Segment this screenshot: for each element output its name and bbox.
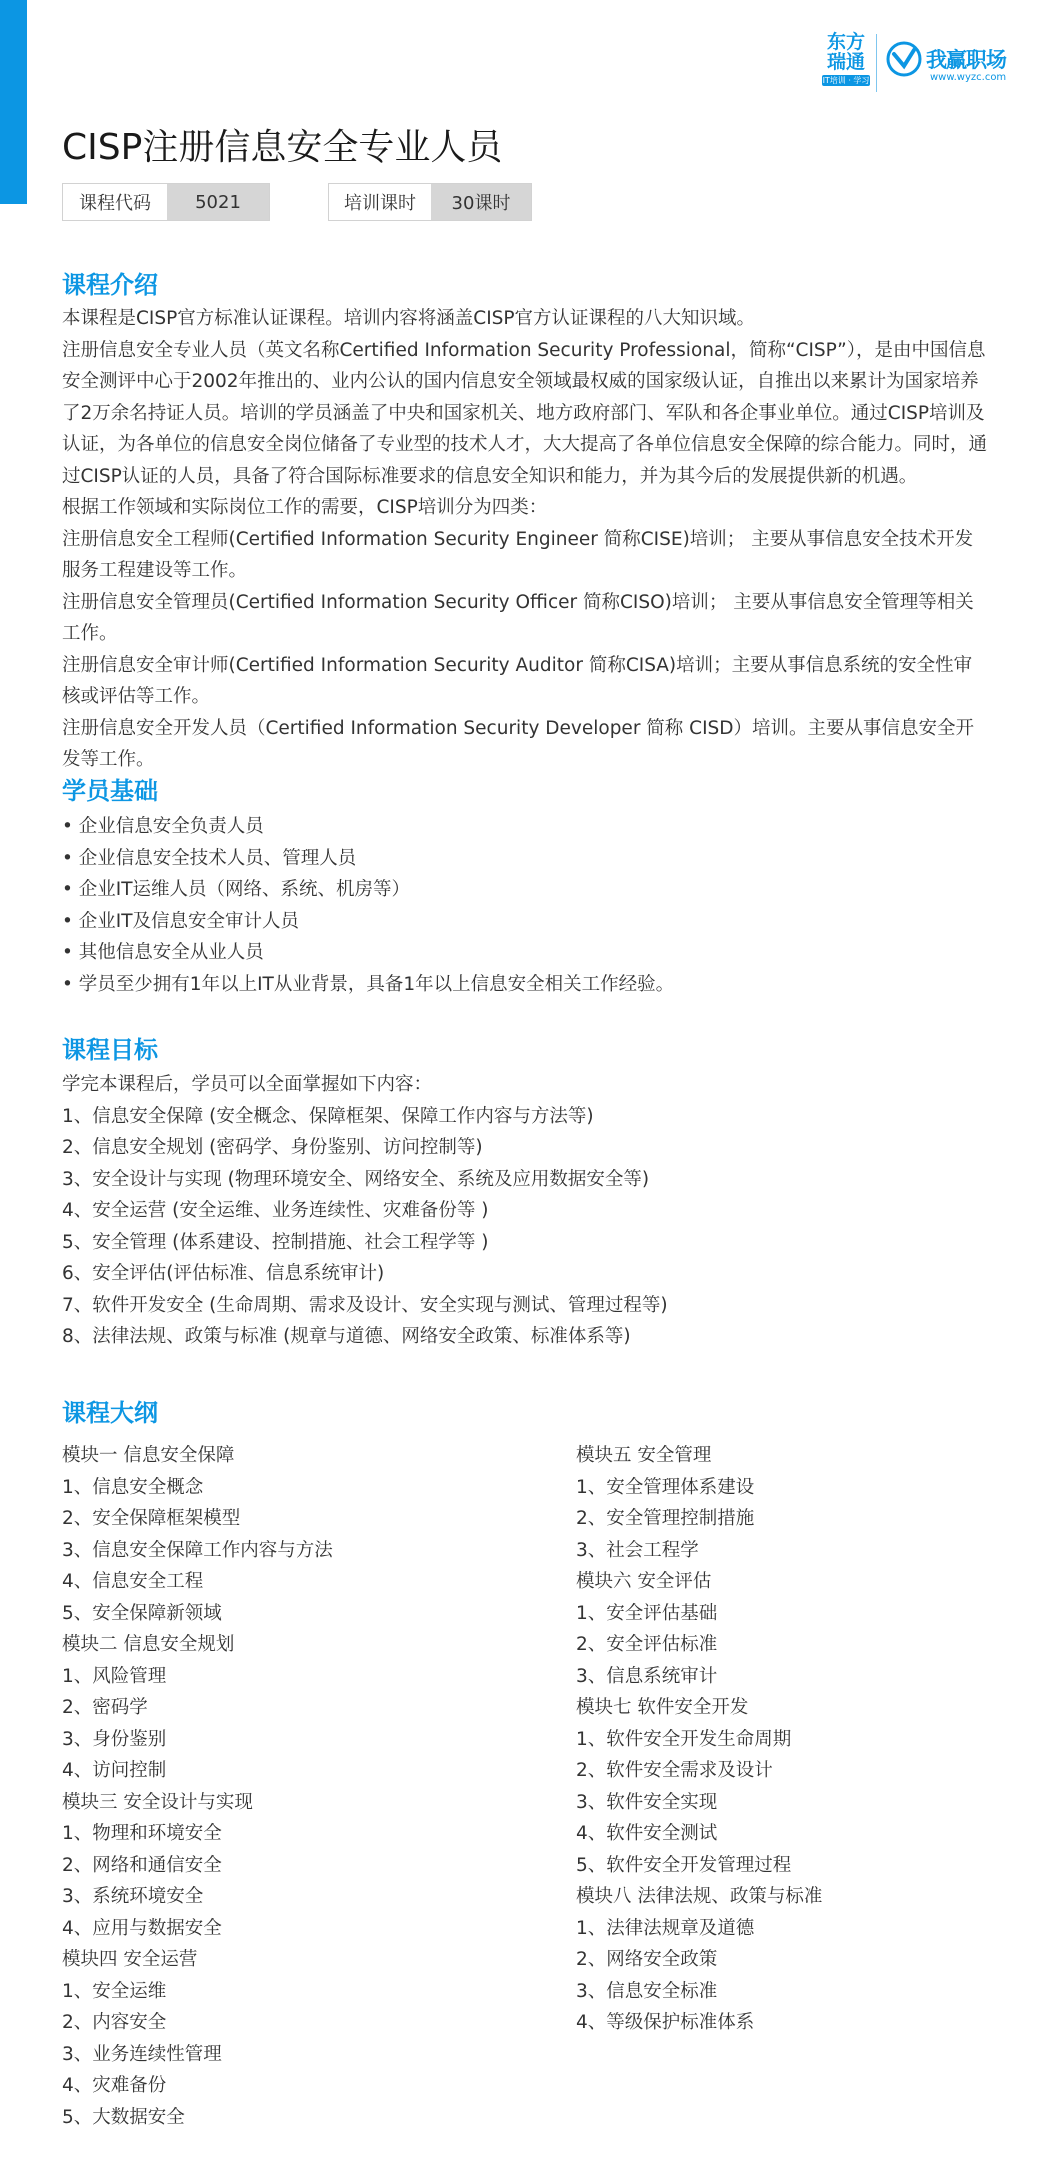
logo-divider: [876, 34, 877, 92]
list-item: • 企业信息安全技术人员、管理人员: [62, 847, 357, 869]
outline-item: 模块五 安全管理: [576, 1445, 712, 1466]
outline-item: 模块三 安全设计与实现: [62, 1791, 253, 1813]
dfrt-logo: [822, 32, 870, 96]
intro-heading: 课程介绍: [62, 271, 158, 299]
outline-item: 4、信息安全工程: [62, 1571, 204, 1592]
intro-paragraph: 本课程是CISP官方标准认证课程。培训内容将涵盖CISP官方认证课程的八大知识域。: [62, 308, 756, 329]
outline-item: 2、安全保障框架模型: [62, 1508, 241, 1529]
list-item: • 企业IT运维人员（网络、系统、机房等）: [62, 879, 411, 900]
outline-item: 2、网络安全政策: [576, 1949, 718, 1970]
wyzc-logo-name: 我赢职场: [926, 48, 1006, 72]
list-item: 7、软件开发安全 (生命周期、需求及设计、安全实现与测试、管理过程等): [62, 1294, 668, 1316]
goals-heading: 课程目标: [62, 1036, 158, 1064]
outline-item: 3、软件安全实现: [576, 1791, 718, 1813]
outline-item: 2、安全评估标准: [576, 1634, 718, 1655]
outline-item: 3、系统环境安全: [62, 1886, 204, 1907]
outline-item: 3、业务连续性管理: [62, 2043, 222, 2065]
outline-item: 2、安全管理控制措施: [576, 1508, 755, 1529]
brand-logos: [822, 30, 1022, 102]
list-item: • 其他信息安全从业人员: [62, 942, 264, 963]
outline-item: 5、大数据安全: [62, 2106, 185, 2128]
dfrt-logo-line1: 东方: [826, 31, 865, 53]
intro-paragraph: 注册信息安全审计师(Certified Information Security Auditor 简称CISA)培训；主要从事信息系统的安全性审核或评估等工作。: [62, 654, 973, 707]
outline-item: 4、软件安全测试: [576, 1823, 718, 1844]
outline-item: 3、信息安全标准: [576, 1980, 718, 2002]
intro-body: [62, 303, 988, 776]
outline-item: 2、软件安全需求及设计: [576, 1760, 773, 1781]
list-item: • 学员至少拥有1年以上IT从业背景，具备1年以上信息安全相关工作经验。: [62, 973, 675, 995]
list-item: • 企业信息安全负责人员: [62, 816, 264, 837]
outline-item: 1、信息安全概念: [62, 1476, 204, 1498]
list-item: 8、法律法规、政策与标准 (规章与道德、网络安全政策、标准体系等): [62, 1326, 631, 1347]
outline-right-column: [576, 1440, 996, 2039]
outline-item: 模块八 法律法规、政策与标准: [576, 1886, 823, 1907]
dfrt-logo-line2: 瑞通: [826, 51, 865, 73]
course-code-value: 5021: [167, 184, 269, 220]
list-item: • 企业IT及信息安全审计人员: [62, 910, 300, 932]
outline-item: 2、内容安全: [62, 2012, 167, 2033]
course-hours-value: 30课时: [431, 184, 531, 220]
intro-paragraph: 注册信息安全管理员(Certified Information Security Officer 简称CISO)培训； 主要从事信息安全管理等相关工作。: [62, 591, 974, 644]
outline-heading: 课程大纲: [62, 1399, 158, 1427]
outline-item: 1、安全评估基础: [576, 1602, 718, 1624]
list-item: 学完本课程后，学员可以全面掌握如下内容：: [62, 1074, 433, 1095]
course-code-label: 课程代码: [63, 184, 167, 220]
outline-item: 4、等级保护标准体系: [576, 2012, 755, 2033]
outline-item: 1、法律法规章及道德: [576, 1917, 755, 1939]
accent-bar: [0, 0, 27, 204]
outline-item: 1、物理和环境安全: [62, 1823, 222, 1844]
list-item: 5、安全管理 (体系建设、控制措施、社会工程学等 ): [62, 1231, 489, 1253]
wyzc-logo: [886, 40, 1026, 90]
outline-left-column: [62, 1440, 512, 2133]
outline-item: 1、软件安全开发生命周期: [576, 1728, 792, 1750]
list-item: 6、安全评估(评估标准、信息系统审计): [62, 1263, 385, 1284]
outline-item: 模块二 信息安全规划: [62, 1634, 235, 1655]
outline-item: 3、身份鉴别: [62, 1728, 167, 1750]
goals-list: [62, 1069, 982, 1353]
intro-paragraph: 注册信息安全工程师(Certified Information Security Engineer 简称CISE)培训； 主要从事信息安全技术开发服务工程建设等工作。: [62, 528, 974, 581]
wyzc-logo-url: www.wyzc.com: [930, 72, 1007, 83]
page-title: CISP注册信息安全专业人员: [62, 127, 503, 169]
list-item: 4、安全运营 (安全运维、业务连续性、灾难备份等 ): [62, 1200, 489, 1221]
outline-item: 3、信息安全保障工作内容与方法: [62, 1539, 333, 1561]
list-item: 2、信息安全规划 (密码学、身份鉴别、访问控制等): [62, 1137, 483, 1158]
outline-item: 1、安全管理体系建设: [576, 1476, 755, 1498]
dfrt-logo-sub: IT培训 · 学习: [822, 76, 870, 85]
course-hours-label: 培训课时: [329, 184, 431, 220]
intro-paragraph: 根据工作领域和实际岗位工作的需要，CISP培训分为四类：: [62, 497, 548, 518]
outline-item: 5、软件安全开发管理过程: [576, 1854, 792, 1876]
course-hours-box: [328, 183, 532, 221]
outline-item: 2、密码学: [62, 1697, 148, 1718]
list-item: 3、安全设计与实现 (物理环境安全、网络安全、系统及应用数据安全等): [62, 1168, 650, 1190]
outline-item: 1、安全运维: [62, 1980, 167, 2002]
outline-item: 模块四 安全运营: [62, 1949, 198, 1970]
outline-item: 1、风险管理: [62, 1665, 167, 1687]
outline-item: 3、社会工程学: [576, 1539, 699, 1561]
audience-heading: 学员基础: [62, 777, 158, 805]
intro-paragraph: 注册信息安全专业人员（英文名称Certified Information Security Professional，简称“CISP”），是由中国信息安全测评中心于2002年推出的、业内公认的国内信息安全领域最权威的国家级认证，自推出以来累计为国家培养了2万余名持证人员。培训的学员涵盖了中央和国家机关、地方政府部门、军队和各企事业单位。通过CISP培训及认证，为各单位的信息安全岗位储备了专业型的技术人才，大大提高了各单位信息安全保障的综合能力。同时，通过CISP认证的人员，具备了符合国际标准要求的信息安全知识和能力，并为其今后的发展提供新的机遇。: [62, 339, 988, 487]
outline-item: 5、安全保障新领域: [62, 1602, 222, 1624]
outline-item: 2、网络和通信安全: [62, 1854, 222, 1876]
outline-item: 4、访问控制: [62, 1760, 167, 1781]
outline-item: 模块六 安全评估: [576, 1571, 712, 1592]
audience-list: [62, 811, 982, 1000]
intro-paragraph: 注册信息安全开发人员（Certified Information Security Developer 简称 CISD）培训。主要从事信息安全开发等工作。: [62, 717, 975, 770]
course-code-box: [62, 183, 270, 221]
outline-item: 模块七 软件安全开发: [576, 1697, 749, 1718]
wyzc-mark-icon: [886, 40, 922, 78]
list-item: 1、信息安全保障 (安全概念、保障框架、保障工作内容与方法等): [62, 1105, 594, 1127]
outline-item: 4、灾难备份: [62, 2075, 167, 2096]
outline-item: 3、信息系统审计: [576, 1665, 718, 1687]
outline-item: 4、应用与数据安全: [62, 1917, 222, 1939]
outline-item: 模块一 信息安全保障: [62, 1445, 235, 1466]
